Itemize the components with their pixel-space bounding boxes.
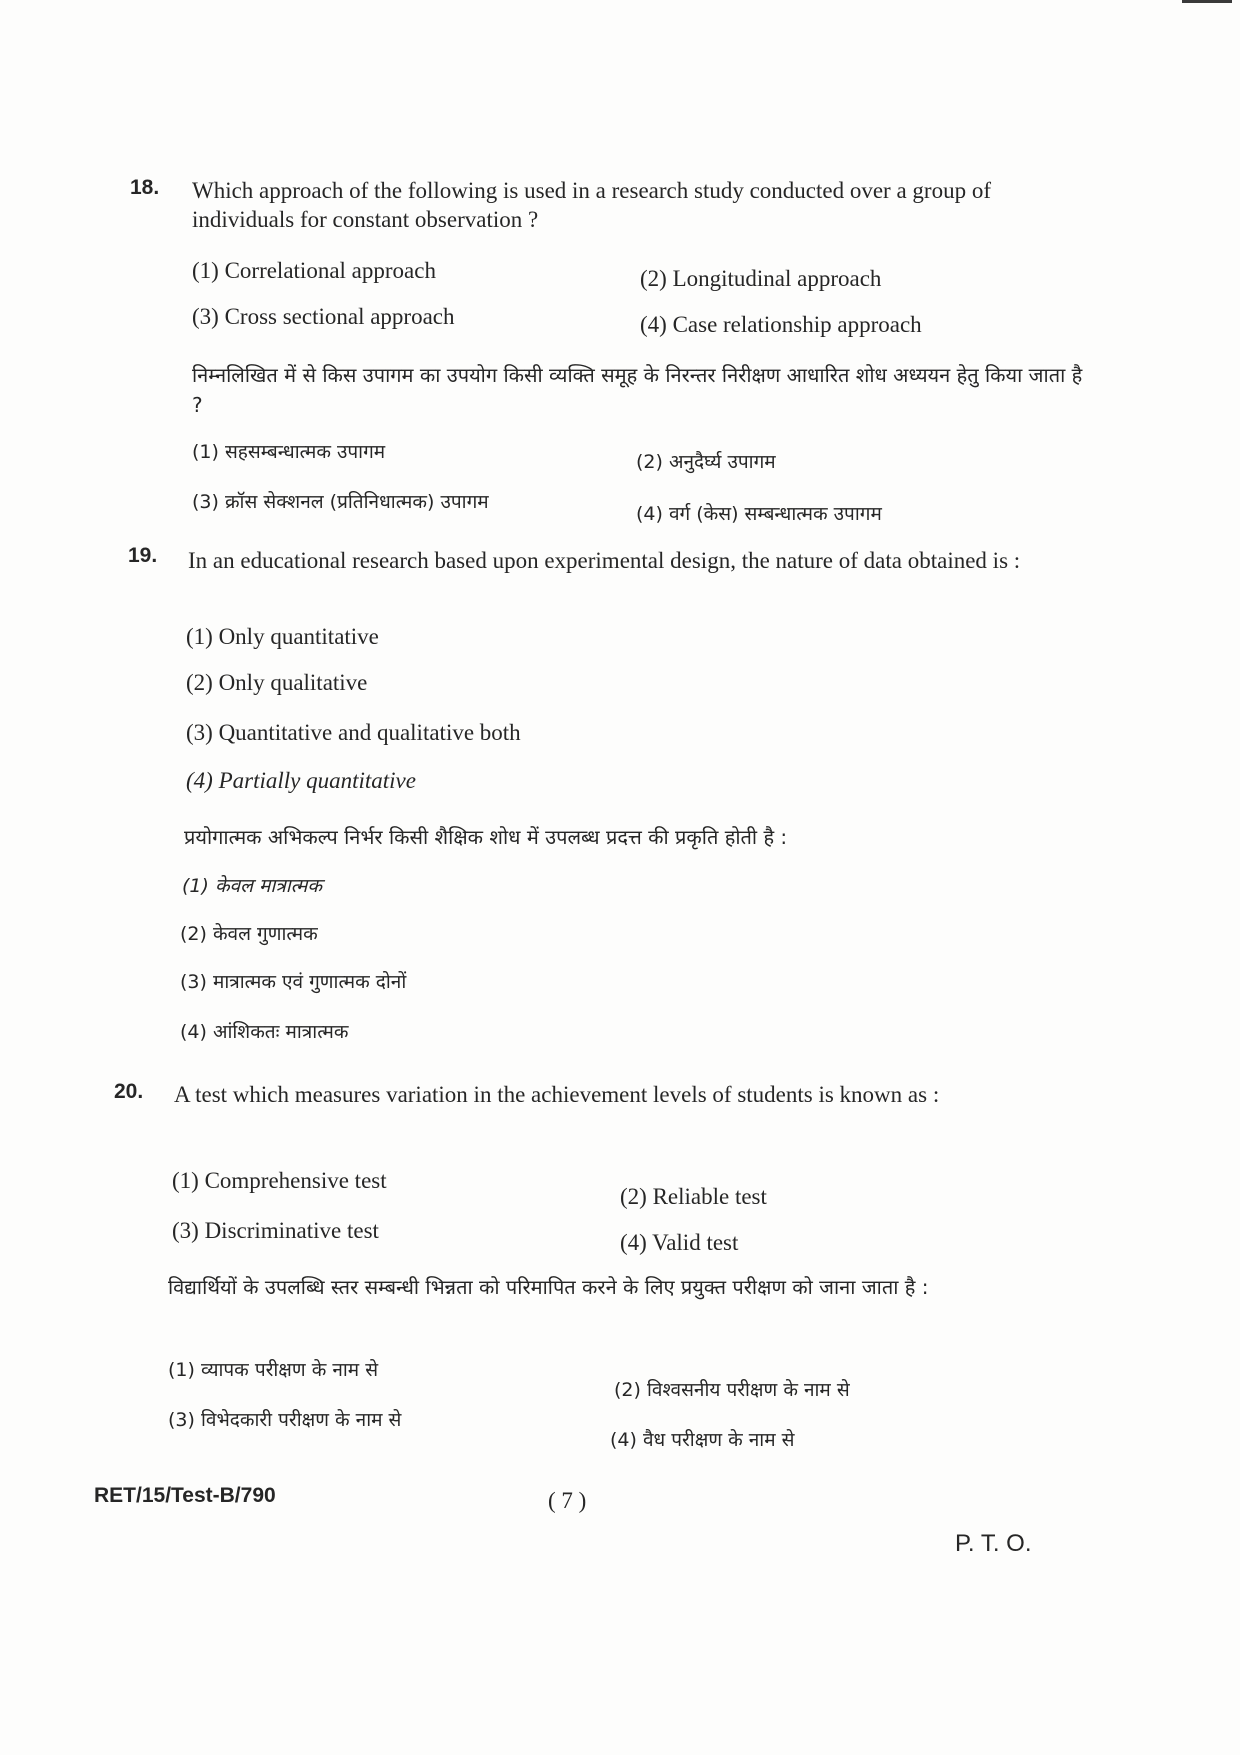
option-en-4[interactable]: (4) Valid test — [620, 1230, 739, 1255]
option-hi-3[interactable]: (3) क्रॉस सेक्शनल (प्रतिनिधात्मक) उपागम — [192, 491, 489, 513]
option-hi-1[interactable]: (1) व्यापक परीक्षण के नाम से — [168, 1359, 379, 1381]
option-hi-2[interactable]: (2) विश्वसनीय परीक्षण के नाम से — [614, 1379, 850, 1401]
question-text-hi: निम्नलिखित में से किस उपागम का उपयोग किसी व्यक्ति समूह के निरन्तर निरीक्षण आधारित शोध अध्ययन हेतु किया जाता है ? — [192, 363, 1083, 417]
please-turn-over: P. T. O. — [955, 1530, 1032, 1557]
question-number: 20. — [114, 1080, 144, 1103]
page-number: ( 7 ) — [548, 1488, 587, 1513]
option-hi-2[interactable]: (2) केवल गुणात्मक — [180, 923, 318, 945]
option-en-1[interactable]: (1) Correlational approach — [192, 258, 436, 283]
option-en-2[interactable]: (2) Longitudinal approach — [640, 266, 882, 291]
question-text-hi: विद्यार्थियों के उपलब्धि स्तर सम्बन्धी भिन्नता को परिमापित करने के लिए प्रयुक्त परीक्षण को जाना जाता है : — [168, 1275, 929, 1299]
option-en-4[interactable]: (4) Case relationship approach — [640, 312, 922, 337]
option-en-1[interactable]: (1) Comprehensive test — [172, 1168, 387, 1193]
option-en-3[interactable]: (3) Cross sectional approach — [192, 304, 455, 329]
scan-edge-mark — [1182, 0, 1232, 3]
option-en-3[interactable]: (3) Discriminative test — [172, 1218, 379, 1243]
option-en-2[interactable]: (2) Reliable test — [620, 1184, 767, 1209]
option-en-4[interactable]: (4) Partially quantitative — [186, 768, 416, 793]
question-text-en: Which approach of the following is used in a research study conducted over a group of individuals for constant observation ? — [192, 178, 991, 232]
option-hi-4[interactable]: (4) आंशिकतः मात्रात्मक — [180, 1021, 349, 1043]
option-hi-3[interactable]: (3) विभेदकारी परीक्षण के नाम से — [168, 1409, 402, 1431]
booklet-code: RET/15/Test-B/790 — [94, 1484, 276, 1507]
question-text-hi: प्रयोगात्मक अभिकल्प निर्भर किसी शैक्षिक शोध में उपलब्ध प्रदत्त की प्रकृति होती है : — [184, 825, 788, 849]
option-en-1[interactable]: (1) Only quantitative — [186, 624, 379, 649]
option-en-3[interactable]: (3) Quantitative and qualitative both — [186, 720, 521, 745]
question-text-en: In an educational research based upon experimental design, the nature of data obtained is : — [188, 548, 1021, 573]
question-number: 18. — [130, 176, 160, 199]
question-number: 19. — [128, 544, 158, 567]
option-hi-1[interactable]: (1) सहसम्बन्धात्मक उपागम — [192, 441, 386, 463]
option-hi-1[interactable]: (1) केवल मात्रात्मक — [182, 875, 323, 897]
option-hi-3[interactable]: (3) मात्रात्मक एवं गुणात्मक दोनों — [180, 971, 407, 993]
question-text-en: A test which measures variation in the achievement levels of students is known as : — [174, 1082, 940, 1107]
option-en-2[interactable]: (2) Only qualitative — [186, 670, 368, 695]
option-hi-4[interactable]: (4) वैध परीक्षण के नाम से — [610, 1429, 795, 1451]
option-hi-4[interactable]: (4) वर्ग (केस) सम्बन्धात्मक उपागम — [636, 503, 882, 525]
option-hi-2[interactable]: (2) अनुदैर्घ्य उपागम — [636, 451, 776, 473]
